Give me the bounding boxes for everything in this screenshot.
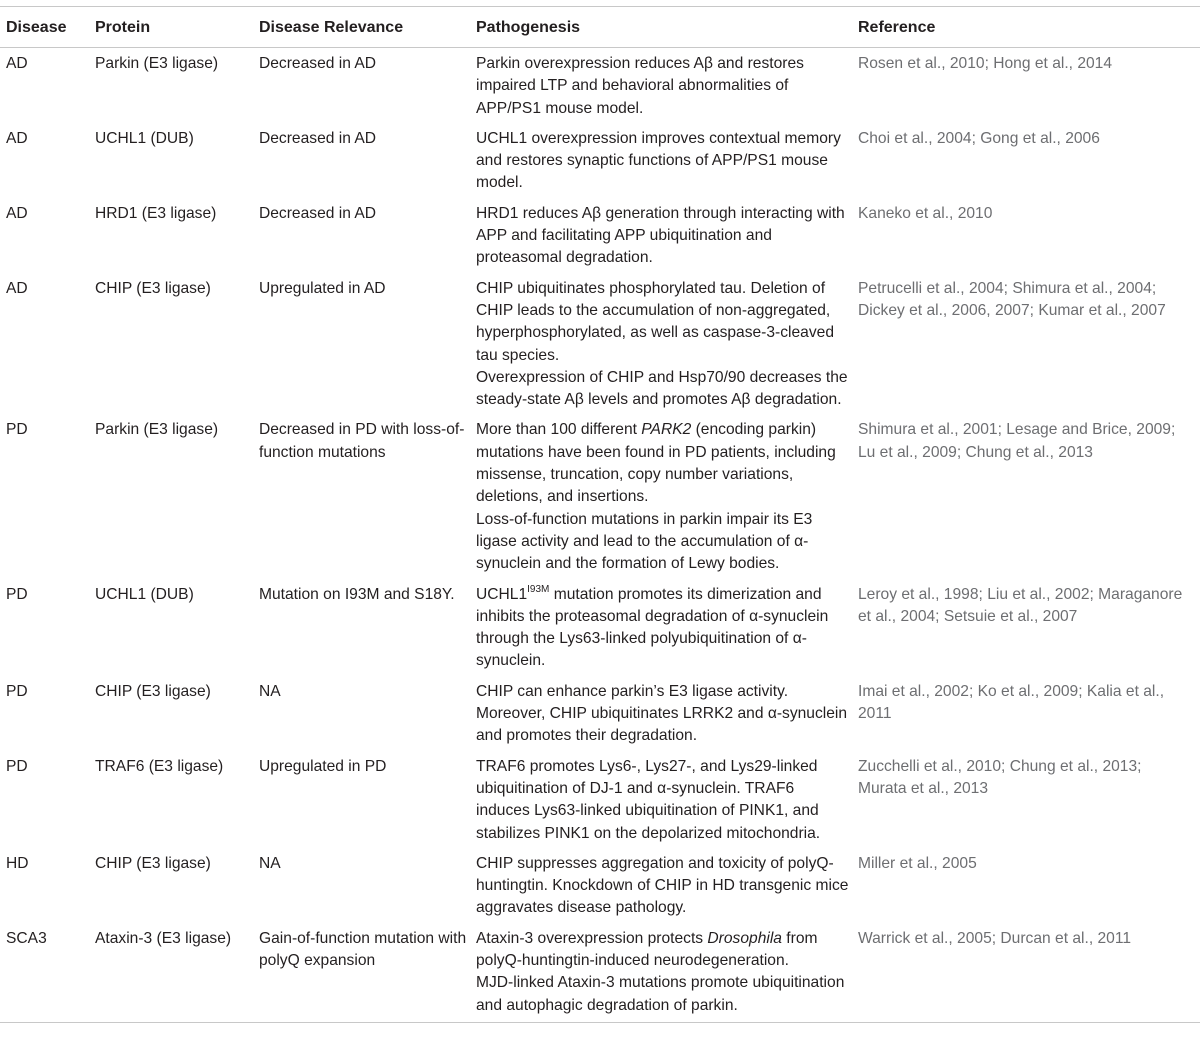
cell-pathogenesis <box>470 199 852 274</box>
cell-reference: Rosen et al., 2010; Hong et al., 2014 <box>858 55 1113 72</box>
header-reference: Reference <box>852 7 1200 48</box>
reference-link[interactable]: Imai et al., 2002 <box>858 682 969 700</box>
cell-relevance: Gain-of-function mutation with polyQ expansion <box>253 924 470 1023</box>
reference-link[interactable]: Hong et al., 2014 <box>993 55 1113 72</box>
cell-relevance: Decreased in PD with loss-of-function mutations <box>259 421 465 461</box>
reference-link[interactable]: Shimura et al., 2004 <box>1012 279 1152 297</box>
cell-protein: CHIP (E3 ligase) <box>95 682 211 700</box>
cell-relevance: NA <box>259 854 281 872</box>
table-row <box>0 924 1200 1023</box>
cell-protein: Parkin (E3 ligase) <box>95 421 219 439</box>
reference-link[interactable]: Dickey et al., 2006, 2007 <box>858 301 1030 319</box>
reference-link[interactable]: Gong et al., 2006 <box>980 129 1100 147</box>
reference-link[interactable]: Petrucelli et al., 2004 <box>858 279 1004 297</box>
cell-disease: PD <box>6 585 28 603</box>
reference-link[interactable]: Durcan et al., 2011 <box>1000 929 1132 947</box>
table-row <box>0 752 1200 849</box>
cell-pathogenesis <box>470 124 852 199</box>
reference-link[interactable]: Kalia et al., 2011 <box>858 682 1165 723</box>
text-fragment: (encoding parkin) mutations have been found in PD patients, including missense, truncation, copy number variations, deletions, and insertions. <box>476 421 836 506</box>
cell-reference: Petrucelli et al., 2004; Shimura et al., 2004; Dickey et al., 2006, 2007; Kumar et al., 2007 <box>858 279 1166 319</box>
cell-disease: PD <box>6 757 28 775</box>
cell-reference <box>852 199 1200 274</box>
cell-disease: PD <box>6 682 28 700</box>
cell-disease: PD <box>6 421 28 439</box>
cell-pathogenesis <box>470 924 852 1023</box>
table-row <box>0 274 1200 416</box>
cell-pathogenesis <box>470 48 852 124</box>
mutation-superscript: I93M <box>527 583 550 595</box>
cell-pathogenesis <box>470 580 852 677</box>
reference-link[interactable]: Lesage and Brice, 2009 <box>1006 421 1171 439</box>
table-row <box>0 849 1200 924</box>
text-fragment: mutation promotes its dimerization and inhibits the proteasomal degradation of α-synuclein through the Lys63-linked polyubiquitination of α-synuclein. <box>476 585 829 670</box>
reference-link[interactable]: Miller et al., 2005 <box>858 854 977 872</box>
table-row <box>0 124 1200 199</box>
pathogenesis-text: TRAF6 promotes Lys6-, Lys27-, and Lys29-linked ubiquitination of DJ-1 and α-synuclein. TRAF6 induces Lys63-linked ubiquitination of PINK1, and stabilizes PINK1 on the depolarized mitochondria. <box>476 757 821 842</box>
reference-link[interactable]: Rosen et al., 2010 <box>858 55 985 72</box>
cell-disease: AD <box>6 129 28 147</box>
reference-link[interactable]: Zucchelli et al., 2010 <box>858 757 1002 775</box>
cell-pathogenesis <box>470 274 852 416</box>
table-row <box>0 580 1200 677</box>
pathogenesis-text <box>476 584 852 673</box>
reference-link[interactable]: Choi et al., 2004 <box>858 129 972 147</box>
reference-link[interactable]: Leroy et al., 1998 <box>858 585 979 603</box>
cell-protein: CHIP (E3 ligase) <box>95 279 211 297</box>
cell-reference: Imai et al., 2002; Ko et al., 2009; Kalia et al., 2011 <box>858 682 1165 723</box>
reference-link[interactable]: Ko et al., 2009 <box>977 682 1079 700</box>
cell-protein: UCHL1 (DUB) <box>95 585 194 603</box>
table-row <box>0 48 1200 124</box>
cell-disease: AD <box>6 279 28 297</box>
header-protein: Protein <box>89 7 253 48</box>
cell-protein: HRD1 (E3 ligase) <box>95 204 217 222</box>
cell-relevance: Decreased in AD <box>259 129 377 147</box>
cell-disease: AD <box>6 204 28 222</box>
cell-pathogenesis <box>470 752 852 849</box>
header-row <box>0 7 1200 48</box>
reference-link[interactable]: Setsuie et al., 2007 <box>943 607 1078 625</box>
pathogenesis-text: Overexpression of CHIP and Hsp70/90 decreases the steady-state Aβ levels and promotes Aβ degradation. <box>476 368 848 409</box>
data-table <box>0 6 1200 1023</box>
reference-link[interactable]: Shimura et al., 2001 <box>858 421 998 439</box>
pathogenesis-text: Loss-of-function mutations in parkin impair its E3 ligase activity and lead to the accumulation of α-synuclein and the formation of Lewy bodies. <box>476 510 813 573</box>
gene-name: PARK2 <box>641 421 692 439</box>
cell-relevance: NA <box>259 682 281 700</box>
reference-link[interactable]: Murata et al., 2013 <box>858 779 989 797</box>
cell-disease: AD <box>6 55 28 72</box>
cell-reference: Shimura et al., 2001; Lesage and Brice, 2009; Lu et al., 2009; Chung et al., 2013 <box>858 421 1176 461</box>
text-fragment: More than 100 different <box>476 421 642 439</box>
header-relevance: Disease Relevance <box>253 7 470 48</box>
cell-protein: CHIP (E3 ligase) <box>95 854 211 872</box>
cell-relevance: Upregulated in PD <box>259 757 387 775</box>
cell-relevance: Upregulated in AD <box>259 279 386 297</box>
pathogenesis-text <box>476 419 852 508</box>
cell-relevance: Decreased in AD <box>259 55 377 72</box>
reference-link[interactable]: Lu et al., 2009 <box>858 443 957 461</box>
cell-protein: UCHL1 (DUB) <box>95 129 194 147</box>
cell-reference <box>852 849 1200 924</box>
cell-pathogenesis <box>470 677 852 752</box>
species-name: Drosophila <box>707 929 782 947</box>
table-row <box>0 677 1200 752</box>
pathogenesis-text: CHIP can enhance parkin’s E3 ligase activity. Moreover, CHIP ubiquitinates LRRK2 and α-synuclein and promotes their degradation. <box>476 682 848 745</box>
table-row <box>0 415 1200 579</box>
reference-link[interactable]: Chung et al., 2013 <box>1009 757 1138 775</box>
cell-protein: Ataxin-3 (E3 ligase) <box>89 924 253 1023</box>
pathogenesis-text: CHIP ubiquitinates phosphorylated tau. Deletion of CHIP leads to the accumulation of non-aggregated, hyperphosphorylated, as well as caspase-3-cleaved tau species. <box>476 279 834 364</box>
text-fragment: from polyQ-huntingtin-induced neurodegeneration. <box>476 929 818 969</box>
cell-protein: Parkin (E3 ligase) <box>95 55 219 72</box>
cell-relevance: Decreased in AD <box>259 204 377 222</box>
text-fragment: UCHL1 <box>476 585 528 603</box>
pathogenesis-text: MJD-linked Ataxin-3 mutations promote ubiquitination and autophagic degradation of parkin. <box>476 974 845 1014</box>
table-row <box>0 199 1200 274</box>
cell-disease: HD <box>6 854 29 872</box>
cell-reference: Warrick et al., 2005; Durcan et al., 2011 <box>852 924 1200 1023</box>
reference-link[interactable]: Warrick et al., 2005 <box>858 929 992 947</box>
pathogenesis-text: CHIP suppresses aggregation and toxicity of polyQ-huntingtin. Knockdown of CHIP in HD transgenic mice aggravates disease pathology. <box>476 854 849 917</box>
cell-reference: Zucchelli et al., 2010; Chung et al., 2013; Murata et al., 2013 <box>858 757 1142 797</box>
cell-relevance: Mutation on I93M and S18Y. <box>259 585 455 603</box>
text-fragment: Ataxin-3 overexpression protects <box>476 929 708 947</box>
reference-link[interactable]: Maraganore et al., 2004 <box>858 585 1183 625</box>
reference-link[interactable]: Kaneko et al., 2010 <box>858 204 993 222</box>
pathogenesis-text: HRD1 reduces Aβ generation through interacting with APP and facilitating APP ubiquitination and proteasomal degradation. <box>476 204 845 267</box>
cell-disease: SCA3 <box>0 924 89 1023</box>
cell-reference: Choi et al., 2004; Gong et al., 2006 <box>858 129 1100 147</box>
reference-link[interactable]: Kumar et al., 2007 <box>1038 301 1166 319</box>
header-disease: Disease <box>0 7 89 48</box>
reference-link[interactable]: Chung et al., 2013 <box>965 443 1093 461</box>
cell-pathogenesis <box>470 415 852 579</box>
pathogenesis-text: UCHL1 overexpression improves contextual memory and restores synaptic functions of APP/PS1 mouse model. <box>476 129 841 192</box>
reference-link[interactable]: Liu et al., 2002 <box>987 585 1090 603</box>
cell-pathogenesis <box>470 849 852 924</box>
cell-protein: TRAF6 (E3 ligase) <box>95 757 224 775</box>
header-pathogenesis: Pathogenesis <box>470 7 852 48</box>
pathogenesis-text: Parkin overexpression reduces Aβ and restores impaired LTP and behavioral abnormalities of APP/PS1 mouse model. <box>476 55 804 117</box>
pathogenesis-text <box>476 928 852 973</box>
cell-reference: Leroy et al., 1998; Liu et al., 2002; Maraganore et al., 2004; Setsuie et al., 2007 <box>858 585 1183 625</box>
